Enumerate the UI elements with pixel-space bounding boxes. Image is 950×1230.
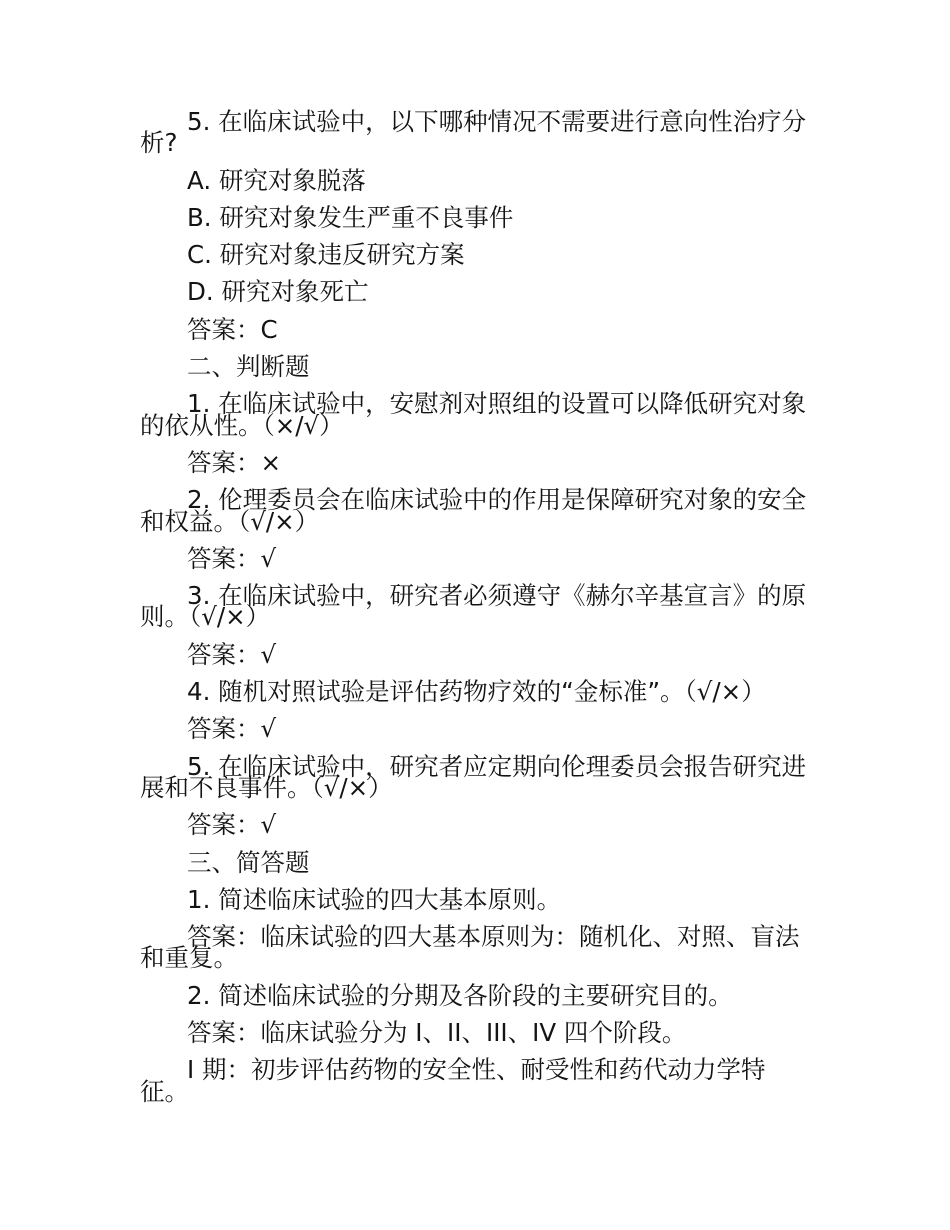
section-heading-short-answer: 三、简答题	[187, 847, 310, 877]
true-false-question-3	[140, 581, 840, 632]
question-line: 1. 在临床试验中，安慰剂对照组的设置可以降低研究对象	[187, 389, 807, 419]
answer-line: 答案：√	[187, 543, 277, 573]
question-line: 1. 简述临床试验的四大基本原则。	[187, 884, 562, 914]
question-line: 5. 在临床试验中，研究者应定期向伦理委员会报告研究进	[187, 751, 807, 781]
option-a: A. 研究对象脱落	[187, 165, 366, 195]
answer-line: 答案：√	[187, 639, 277, 669]
answer-line: 和重复。	[140, 943, 238, 973]
question-line: 的依从性。（×/√）	[140, 410, 344, 440]
choice-question-5	[140, 107, 840, 158]
phase-line: 征。	[140, 1076, 189, 1106]
answer-line: 答案：临床试验分为 I、II、III、IV 四个阶段。	[187, 1018, 687, 1048]
answer-line: 答案：×	[187, 447, 282, 477]
question-line: 4. 随机对照试验是评估药物疗效的“金标准”。（√/×）	[187, 677, 766, 707]
question-line: 2. 伦理委员会在临床试验中的作用是保障研究对象的安全	[187, 485, 807, 515]
short-answer-answer-2	[140, 1018, 840, 1048]
question-line: 5. 在临床试验中，以下哪种情况不需要进行意向性治疗分	[187, 107, 807, 136]
question-line: 则。（√/×）	[140, 602, 271, 632]
section-heading-true-false: 二、判断题	[187, 352, 310, 382]
option-d: D. 研究对象死亡	[187, 277, 369, 307]
phase-description	[140, 1055, 840, 1106]
short-answer-question-2	[140, 980, 840, 1010]
answer-line: 答案：√	[187, 714, 277, 744]
answer-line: 答案：临床试验的四大基本原则为：随机化、对照、盲法	[187, 922, 800, 952]
question-line: 展和不良事件。（√/×）	[140, 772, 393, 802]
true-false-question-5	[140, 751, 840, 802]
option-b: B. 研究对象发生严重不良事件	[187, 202, 514, 232]
document-body	[140, 107, 840, 1118]
true-false-question-2	[140, 485, 840, 536]
question-line: 2. 简述临床试验的分期及各阶段的主要研究目的。	[187, 980, 733, 1010]
question-line: 析?	[140, 128, 178, 158]
question-line: 和权益。（√/×）	[140, 506, 320, 536]
answer-line: 答案：C	[187, 314, 278, 344]
option-c: C. 研究对象违反研究方案	[187, 240, 465, 270]
answer-line: 答案：√	[187, 810, 277, 840]
question-line: 3. 在临床试验中，研究者必须遵守《赫尔辛基宣言》的原	[187, 581, 807, 611]
true-false-question-1	[140, 389, 840, 440]
true-false-question-4	[140, 677, 840, 707]
short-answer-answer-1	[140, 922, 840, 973]
phase-line: I 期：初步评估药物的安全性、耐受性和药代动力学特	[187, 1055, 766, 1085]
short-answer-question-1	[140, 884, 840, 914]
